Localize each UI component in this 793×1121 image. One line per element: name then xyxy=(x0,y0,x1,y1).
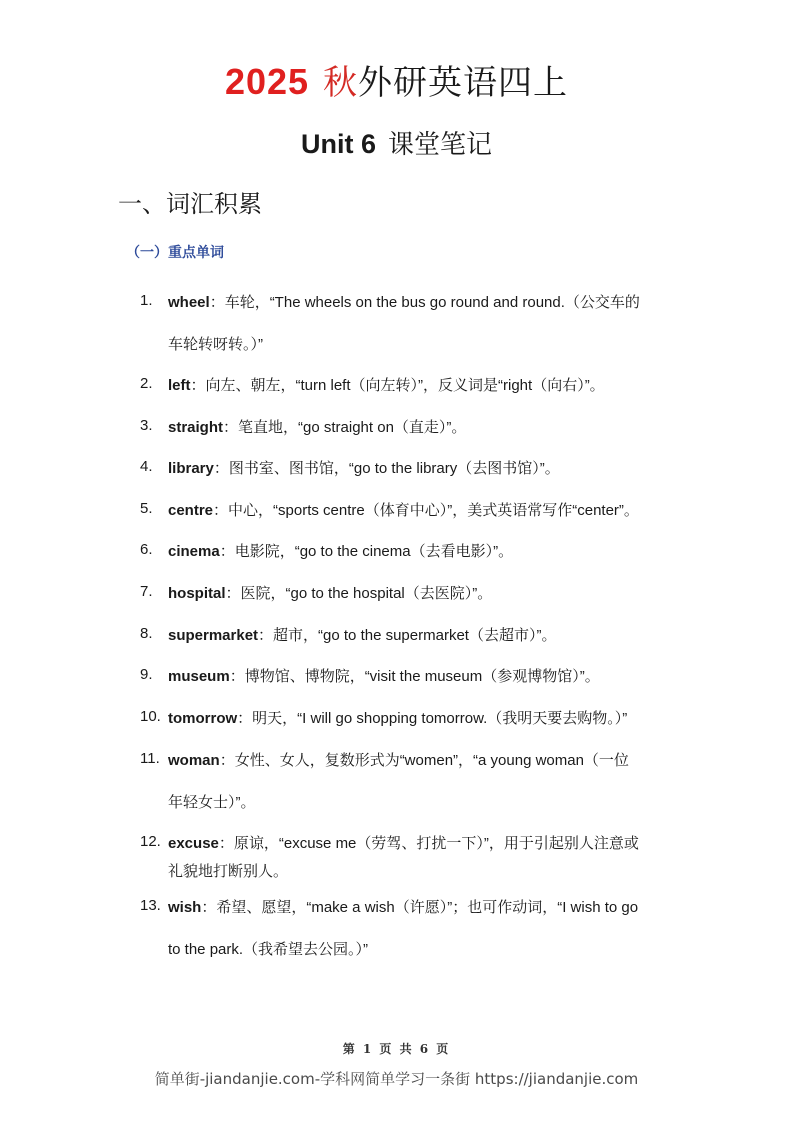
watermark-footer: 简单街-jiandanjie.com-学科网简单学习一条街 https://jiandanjie.com xyxy=(154,1070,639,1088)
vocab-definition: ：医院，“go to the hospital（去医院）”。 xyxy=(225,585,493,602)
vocab-word: hospital xyxy=(168,585,226,602)
vocab-word: straight xyxy=(168,419,224,436)
item-number: 6. xyxy=(140,541,153,558)
vocab-definition: ：笔直地，“go straight on（直走）”。 xyxy=(223,419,467,436)
item-number: 3. xyxy=(140,417,153,434)
document-title xyxy=(0,58,793,107)
vocab-definition: ：超市，“go to the supermarket（去超市）”。 xyxy=(258,627,557,644)
vocab-definition: ：希望、愿望，“make a wish（许愿）”；也可作动词，“I wish to go xyxy=(201,899,639,916)
vocab-item xyxy=(140,292,680,356)
vocab-definition-cont: 年轻女士）”。 xyxy=(168,794,256,811)
item-number: 10. xyxy=(140,708,161,725)
subtitle-notes: 课堂笔记 xyxy=(388,130,493,160)
vocab-word: cinema xyxy=(168,543,220,560)
vocab-word: library xyxy=(168,460,214,477)
vocab-definition: ：向左、朝左，“turn left（向左转）”，反义词是“right（向右）”。 xyxy=(190,377,605,394)
vocab-definition: ：图书室、图书馆，“go to the library（去图书馆）”。 xyxy=(213,460,560,477)
vocab-item xyxy=(140,417,680,439)
vocab-definition-cont: 礼貌地打断别人。 xyxy=(168,863,289,880)
vocab-word: centre xyxy=(168,502,214,519)
vocab-definition: ：女性、女人，复数形式为“women”，“a young woman（一位 xyxy=(219,752,629,769)
vocab-word: excuse xyxy=(168,835,219,852)
vocab-item xyxy=(140,897,680,961)
title-year: 2025 xyxy=(224,61,310,102)
item-number: 5. xyxy=(140,500,153,517)
vocab-item xyxy=(140,375,680,397)
page-indicator: 第 1 页 共 6 页 xyxy=(342,1042,451,1056)
item-number: 4. xyxy=(140,458,153,475)
vocab-definition: ：博物馆、博物院，“visit the museum（参观博物馆）”。 xyxy=(229,668,600,685)
section-heading: 一、词汇积累 xyxy=(118,190,262,218)
vocab-word: woman xyxy=(168,752,220,769)
vocab-word: wish xyxy=(168,899,202,916)
item-number: 8. xyxy=(140,625,153,642)
item-number: 7. xyxy=(140,583,153,600)
vocab-definition: ：电影院，“go to the cinema（去看电影）”。 xyxy=(219,543,514,560)
vocab-item xyxy=(140,583,680,605)
subtitle-unit: Unit 6 xyxy=(300,129,376,159)
vocab-word: left xyxy=(168,377,191,394)
vocab-definition: ：中心，“sports centre（体育中心）”，美式英语常写作“center”。 xyxy=(213,502,639,519)
vocab-word: museum xyxy=(168,668,230,685)
vocab-definition: ：明天，“I will go shopping tomorrow.（我明天要去购物。）” xyxy=(237,710,628,727)
item-number: 13. xyxy=(140,897,161,914)
title-rest: 外研英语四上 xyxy=(358,63,569,103)
title-season: 秋 xyxy=(323,63,359,103)
vocab-item xyxy=(140,666,680,688)
vocab-item xyxy=(140,833,680,883)
vocab-item xyxy=(140,458,680,480)
item-number: 1. xyxy=(140,292,153,309)
vocab-definition-cont: 车轮转呀转。）” xyxy=(168,336,263,353)
vocab-item xyxy=(140,750,680,814)
vocab-item xyxy=(140,500,680,522)
section-subheading: （一）重点单词 xyxy=(126,245,224,261)
item-number: 2. xyxy=(140,375,153,392)
vocab-item xyxy=(140,541,680,563)
vocab-definition: ：原谅，“excuse me（劳驾、打扰一下）”，用于引起别人注意或 xyxy=(218,835,639,852)
item-number: 11. xyxy=(140,750,160,767)
vocab-word: supermarket xyxy=(168,627,259,644)
document-subtitle xyxy=(0,124,793,165)
vocab-item xyxy=(140,625,680,647)
vocab-item xyxy=(140,708,680,730)
vocab-definition: ：车轮，“The wheels on the bus go round and round.（公交车的 xyxy=(209,294,640,311)
vocab-definition-cont: to the park.（我希望去公园。）” xyxy=(168,941,369,958)
vocab-word: wheel xyxy=(168,294,210,311)
item-number: 12. xyxy=(140,833,161,850)
vocab-word: tomorrow xyxy=(168,710,238,727)
item-number: 9. xyxy=(140,666,153,683)
